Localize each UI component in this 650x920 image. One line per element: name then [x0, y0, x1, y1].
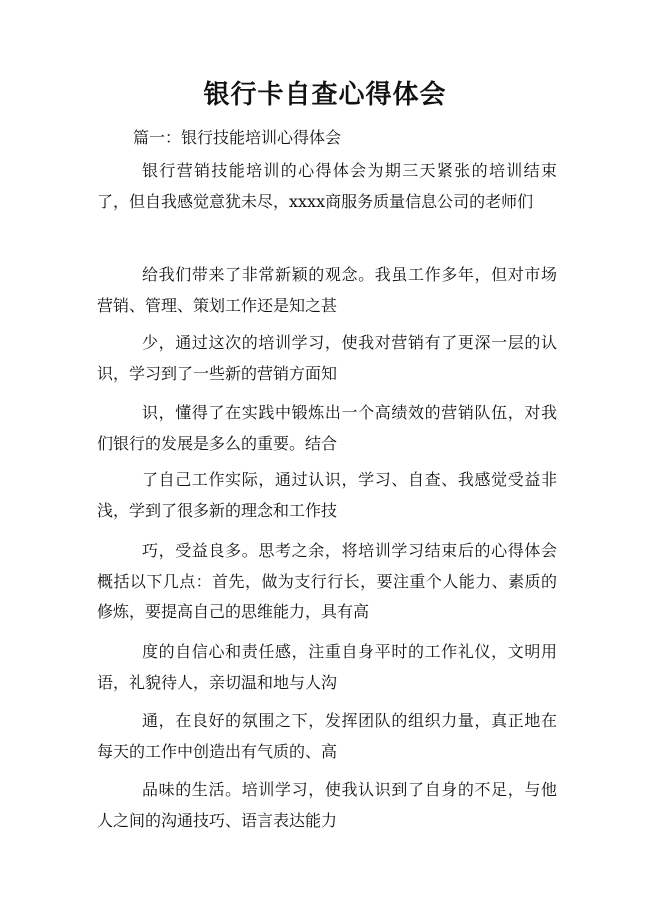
paragraph: 给我们带来了非常新颖的观念。我虽工作多年，但对市场营销、管理、策划工作还是知之甚: [97, 265, 557, 315]
paragraph: 识，懂得了在实践中锻炼出一个高绩效的营销队伍，对我们银行的发展是多么的重要。结合: [97, 403, 557, 453]
paragraph: 少，通过这次的培训学习，使我对营销有了更深一层的认识，学习到了一些新的营销方面知: [97, 333, 557, 383]
paragraph: 品味的生活。培训学习，使我认识到了自身的不足，与他人之间的沟通技巧、语言表达能力: [97, 780, 557, 830]
paragraph: 通，在良好的氛围之下，发挥团队的组织力量，真正地在每天的工作中创造出有气质的、高: [97, 711, 557, 761]
document-title: 银行卡自查心得体会: [203, 80, 447, 110]
section-title: 篇一：银行技能培训心得体会: [133, 128, 342, 147]
paragraph: 了自己工作实际，通过认识，学习、自查、我感觉受益非浅，学到了很多新的理念和工作技: [97, 470, 557, 520]
paragraph: 银行营销技能培训的心得体会为期三天紧张的培训结束了，但自我感觉意犹未尽，xxxx商服务质量信息公司的老师们: [97, 161, 557, 211]
paragraph: 巧，受益良多。思考之余，将培训学习结束后的心得体会概括以下几点：首先，做为支行行长，要注重个人能力、素质的修炼，要提高自己的思维能力，具有高: [97, 541, 557, 621]
paragraph: 度的自信心和责任感，注重自身平时的工作礼仪，文明用语，礼貌待人，亲切温和地与人沟: [97, 642, 557, 692]
